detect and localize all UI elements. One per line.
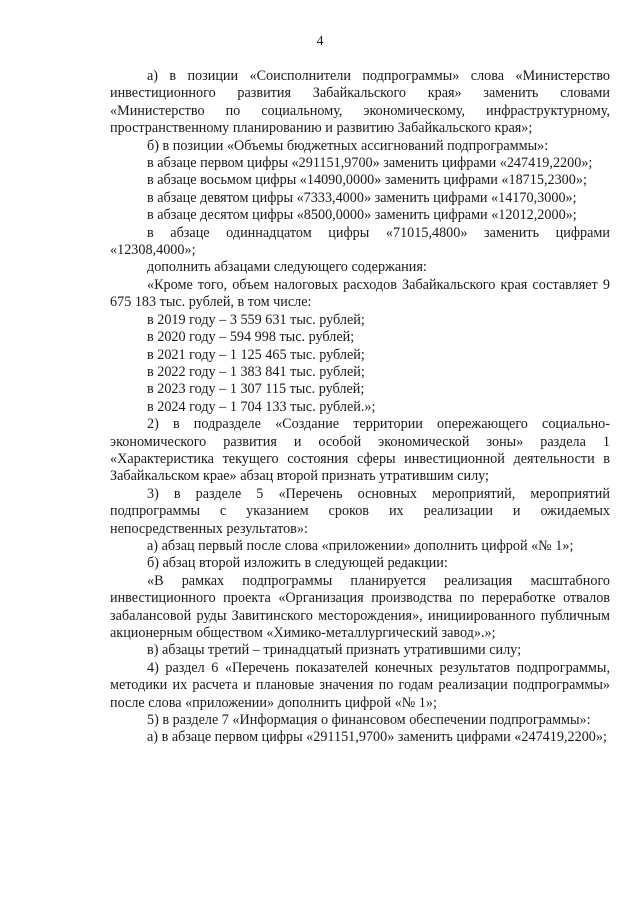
- paragraph: а) абзац первый после слова «приложении» дополнить цифрой «№ 1»;: [147, 537, 574, 554]
- paragraph: в 2021 году – 1 125 465 тыс. рублей;: [147, 346, 365, 363]
- paragraph: дополнить абзацами следующего содержания:: [147, 259, 427, 276]
- paragraph: в 2020 году – 594 998 тыс. рублей;: [147, 329, 355, 346]
- paragraph: в абзаце первом цифры «291151,9700» заменить цифрами «247419,2200»;: [147, 155, 593, 172]
- paragraph: 4) раздел 6 «Перечень показателей конечных результатов подпрограммы, методики их расчета и плановые значения по годам реализации подпрограммы» после слова «приложении» дополнить цифрой «№ 1»;: [110, 659, 610, 711]
- paragraph: а) в позиции «Соисполнители подпрограммы» слова «Министерство инвестиционного развития Забайкальского края» заменить словами «Министерство по социальному, экономическому, инфраструктурному, пространственному планированию и развитию Забайкальского края»;: [110, 68, 610, 137]
- paragraph: б) в позиции «Объемы бюджетных ассигнований подпрограммы»:: [147, 137, 549, 154]
- paragraph: «В рамках подпрограммы планируется реализация масштабного инвестиционного проекта «Организация производства по переработке отвалов забалансовой руды Завитинского месторождения», инициированного публичным акционерным обществом «Химико-металлургический завод».»;: [110, 572, 610, 641]
- paragraph: в) абзацы третий – тринадцатый признать утратившими силу;: [147, 642, 522, 659]
- paragraph: 5) в разделе 7 «Информация о финансовом обеспечении подпрограммы»:: [147, 712, 591, 729]
- paragraph: в 2022 году – 1 383 841 тыс. рублей;: [147, 363, 365, 380]
- paragraph: в абзаце восьмом цифры «14090,0000» заменить цифрами «18715,2300»;: [147, 172, 587, 189]
- paragraph: в 2019 году – 3 559 631 тыс. рублей;: [147, 311, 365, 328]
- paragraph: в 2023 году – 1 307 115 тыс. рублей;: [147, 381, 365, 398]
- paragraph: в абзаце десятом цифры «8500,0000» заменить цифрами «12012,2000»;: [147, 207, 577, 224]
- paragraph: в абзаце девятом цифры «7333,4000» заменить цифрами «14170,3000»;: [147, 189, 577, 206]
- paragraph: 2) в подразделе «Создание территории опережающего социально-экономического развития и особой экономической зоны» раздела 1 «Характеристика текущего состояния сферы инвестиционной деятельности в Забайкальском крае» абзац второй признать утратившим силу;: [110, 416, 610, 485]
- paragraph: в абзаце одиннадцатом цифры «71015,4800» заменить цифрами «12308,4000»;: [110, 224, 610, 259]
- paragraph: «Кроме того, объем налоговых расходов Забайкальского края составляет 9 675 183 тыс. рублей, в том числе:: [110, 276, 610, 311]
- paragraph: в 2024 году – 1 704 133 тыс. рублей.»;: [147, 398, 376, 415]
- page-number: 4: [316, 34, 324, 49]
- document-body: [110, 68, 610, 747]
- paragraph: 3) в разделе 5 «Перечень основных мероприятий, мероприятий подпрограммы с указанием сроков их реализации и ожидаемых непосредственных результатов»:: [110, 485, 610, 537]
- paragraph: б) абзац второй изложить в следующей редакции:: [147, 555, 448, 572]
- paragraph: а) в абзаце первом цифры «291151,9700» заменить цифрами «247419,2200»;: [147, 729, 607, 746]
